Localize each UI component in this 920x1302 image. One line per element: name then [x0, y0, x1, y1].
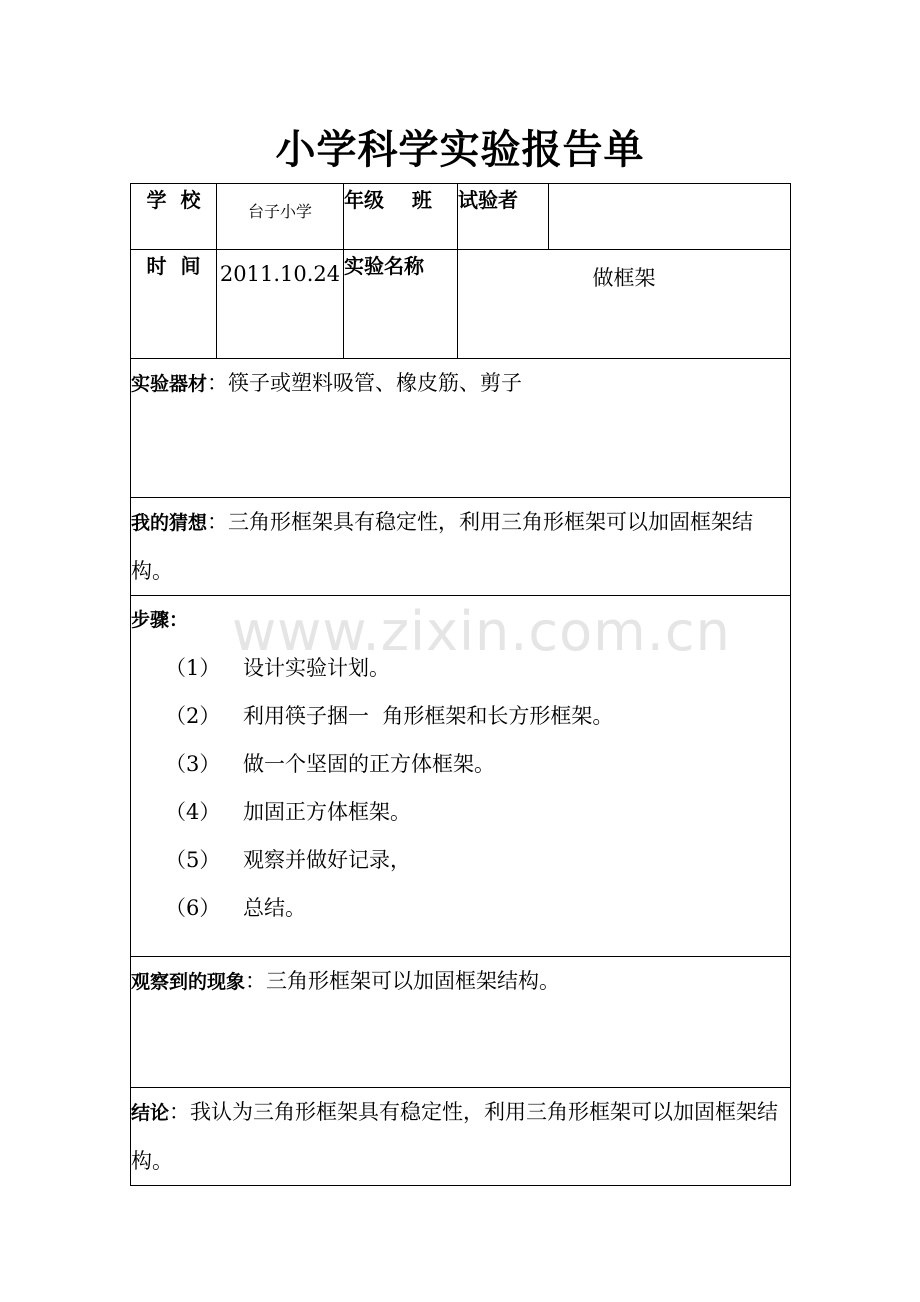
steps-row: [131, 596, 791, 957]
observation-label: 观察到的现象: [131, 971, 246, 993]
watermark: www.zixin.com.cn: [232, 600, 731, 663]
step-item: [165, 884, 790, 932]
experimenter-value: [549, 184, 791, 250]
observation-cell: [131, 957, 791, 1088]
hypothesis-cell: [131, 498, 791, 596]
school-label: 学 校: [131, 184, 217, 250]
page-title: 小学科学实验报告单: [275, 127, 645, 173]
conclusion-row: [131, 1088, 791, 1186]
hypothesis-row: [131, 498, 791, 596]
step-item: [165, 692, 790, 740]
report-table: [130, 183, 791, 1186]
steps-label: 步骤：: [131, 609, 189, 631]
hypothesis-text: ：三角形框架具有稳定性，利用三角形框架可以加固框架结构。: [131, 510, 754, 583]
step-item: [165, 644, 790, 692]
step-text: 设计实验计划。: [243, 656, 390, 680]
steps-cell: [131, 596, 791, 957]
step-number: （2）: [165, 704, 221, 728]
step-text: 利用筷子捆一 角形框架和长方形框架。: [243, 704, 614, 728]
step-item: [165, 788, 790, 836]
header-row: [131, 184, 791, 250]
hypothesis-label: 我的猜想: [131, 512, 208, 534]
observation-row: [131, 957, 791, 1088]
materials-cell: [131, 359, 791, 498]
materials-label: 实验器材: [131, 373, 208, 395]
step-text: 观察并做好记录，: [243, 848, 411, 872]
step-number: （3）: [165, 752, 221, 776]
conclusion-label: 结论: [131, 1102, 170, 1124]
step-number: （4）: [165, 800, 221, 824]
step-number: （1）: [165, 656, 221, 680]
step-number: （5）: [165, 848, 221, 872]
time-row: [131, 250, 791, 359]
observation-text: ：三角形框架可以加固框架结构。: [245, 969, 561, 993]
materials-row: [131, 359, 791, 498]
school-value: 台子小学: [217, 184, 344, 250]
step-number: （6）: [165, 896, 221, 920]
experiment-name-label: 实验名称: [344, 250, 458, 359]
steps-list: [131, 644, 790, 944]
step-text: 做一个坚固的正方体框架。: [243, 752, 495, 776]
step-item: [165, 836, 790, 884]
time-value: 2011.10.24: [217, 250, 344, 359]
step-text: 加固正方体框架。: [243, 800, 411, 824]
time-label: 时 间: [131, 250, 217, 359]
conclusion-cell: [131, 1088, 791, 1186]
step-text: 总结。: [243, 896, 306, 920]
conclusion-text: ：我认为三角形框架具有稳定性，利用三角形框架可以加固框架结构。: [131, 1100, 779, 1173]
experimenter-label: 试验者: [458, 184, 549, 250]
materials-text: ：筷子或塑料吸管、橡皮筋、剪子: [207, 371, 523, 395]
grade-class-label: 年级 班: [344, 184, 458, 250]
experiment-name-value: 做框架: [458, 250, 791, 359]
step-item: [165, 740, 790, 788]
